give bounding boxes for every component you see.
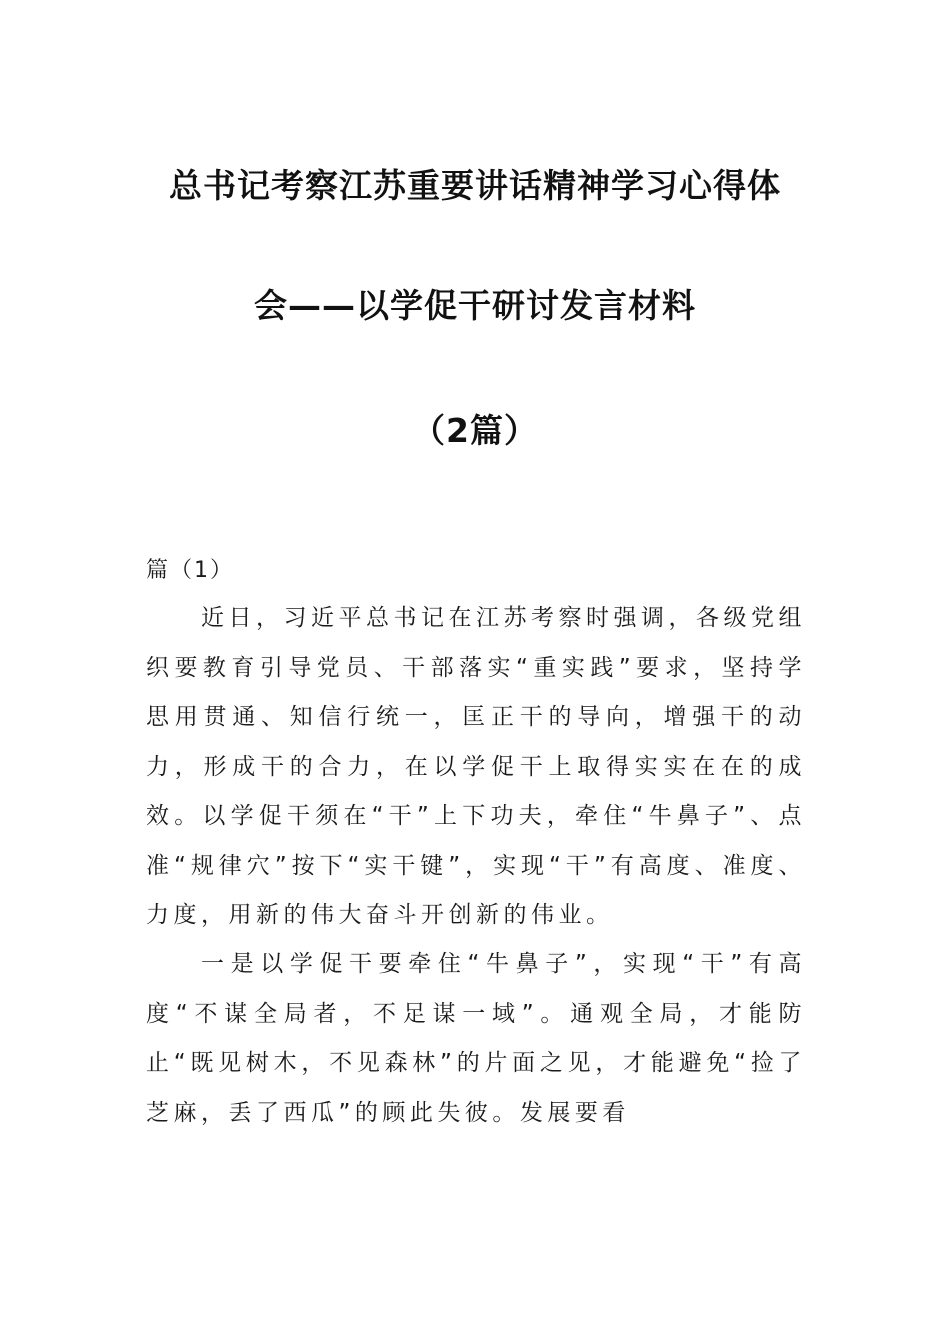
body-paragraph: 一是以学促干要牵住“牛鼻子”，实现“干”有高度“不谋全局者，不足谋一域”。通观全局，才能防止“既见树木，不见森林”的片面之见，才能避免“捡了芝麻，丢了西瓜”的顾此失彼。发展要看	[146, 951, 806, 1126]
document-title-line-1: 总书记考察江苏重要讲话精神学习心得体	[169, 166, 781, 205]
document-title-line-2: 会——以学促干研讨发言材料	[254, 286, 696, 325]
body-paragraph: 近日，习近平总书记在江苏考察时强调，各级党组织要教育引导党员、干部落实“重实践”要求，坚持学思用贯通、知信行统一，匡正干的导向，增强干的动力，形成干的合力，在以学促干上取得实实在在的成效。以学促干须在“干”上下功夫，牵住“牛鼻子”、点准“规律穴”按下“实干键”，实现“干”有高度、准度、力度，用新的伟大奋斗开创新的伟业。	[146, 605, 806, 928]
section-label: 篇（1）	[146, 558, 234, 583]
document-title-count: （2篇）	[412, 411, 538, 450]
